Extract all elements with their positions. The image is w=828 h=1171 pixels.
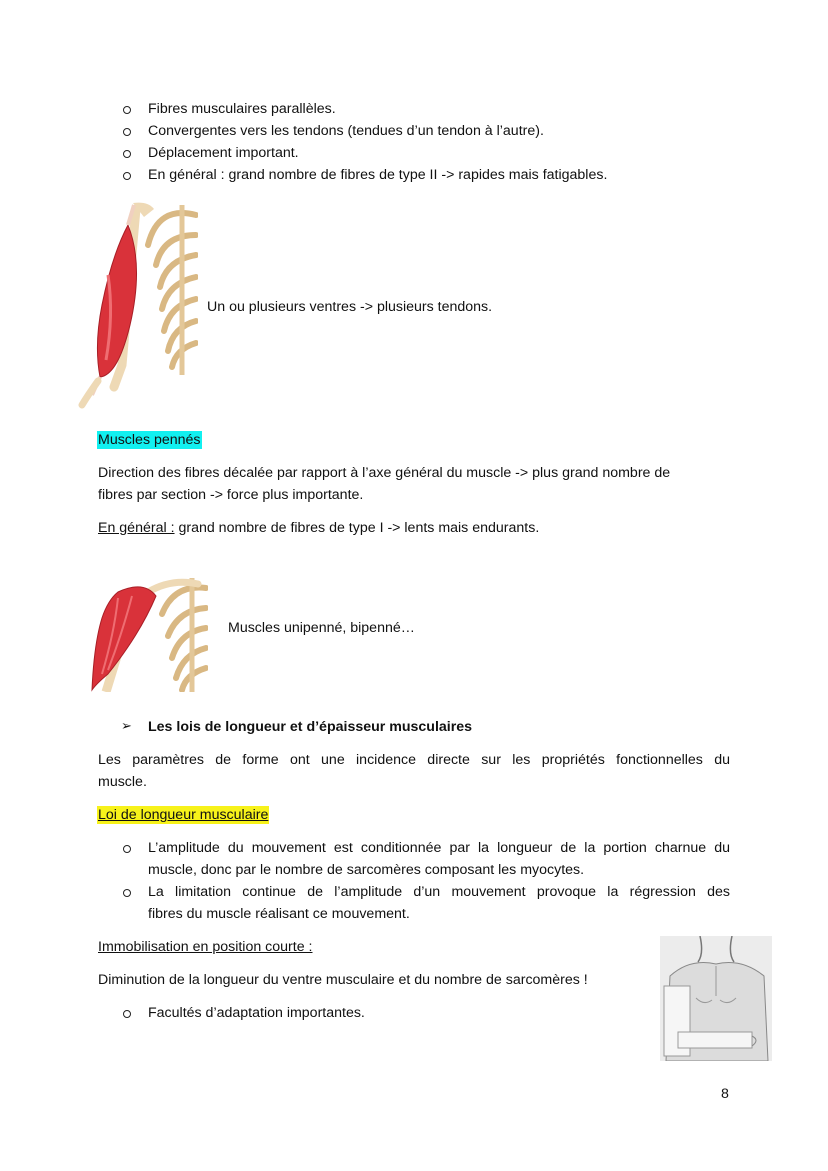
arrow-bullet-icon: ➢ [121, 719, 132, 734]
paragraph-line: Les paramètres de forme ont une incidence directe sur les propriétés fonctionnelles du [98, 752, 730, 768]
highlighted-heading: Muscles pennés [98, 432, 201, 448]
pennate-muscle-illustration [88, 574, 208, 692]
list-item-line: muscle, donc par le nombre de sarcomères composant les myocytes. [148, 862, 585, 878]
highlighted-heading: Loi de longueur musculaire [98, 807, 269, 823]
paragraph-line: fibres par section -> force plus importante. [98, 487, 364, 503]
section-heading [97, 430, 202, 450]
bullet-icon [123, 845, 131, 853]
subheading: Immobilisation en position courte : [98, 939, 313, 955]
paragraph-line: muscle. [98, 774, 147, 790]
list-item-line: fibres du muscle réalisant ce mouvement. [148, 906, 410, 922]
bullet-icon [123, 172, 131, 180]
general-note [98, 518, 539, 538]
list-item: Fibres musculaires parallèles. [148, 101, 336, 117]
figure-caption: Un ou plusieurs ventres -> plusieurs tendons. [207, 299, 493, 315]
immobilization-sketch-illustration [660, 936, 772, 1061]
paragraph-line: Direction des fibres décalée par rapport à l’axe général du muscle -> plus grand nombre de [98, 465, 671, 481]
bullet-icon [123, 106, 131, 114]
bullet-icon [123, 889, 131, 897]
list-item: En général : grand nombre de fibres de type II -> rapides mais fatigables. [148, 167, 608, 183]
list-item-line: La limitation continue de l’amplitude d’un mouvement provoque la régression des [148, 884, 730, 900]
note-text: grand nombre de fibres de type I -> lents mais endurants. [174, 520, 540, 536]
list-item: Facultés d’adaptation importantes. [148, 1005, 365, 1021]
bullet-icon [123, 128, 131, 136]
bullet-icon [123, 150, 131, 158]
bullet-icon [123, 1010, 131, 1018]
fusiform-muscle-illustration [78, 195, 198, 410]
page-number: 8 [721, 1086, 729, 1102]
list-item-line: L’amplitude du mouvement est conditionnée par la longueur de la portion charnue du [148, 840, 730, 856]
underlined-label: En général : [98, 520, 175, 536]
figure-caption: Muscles unipenné, bipenné… [228, 620, 415, 636]
section-title: Les lois de longueur et d’épaisseur musculaires [148, 719, 473, 735]
section-heading [97, 805, 269, 825]
list-item: Déplacement important. [148, 145, 299, 161]
paragraph-line: Diminution de la longueur du ventre musculaire et du nombre de sarcomères ! [98, 972, 588, 988]
list-item: Convergentes vers les tendons (tendues d’un tendon à l’autre). [148, 123, 544, 139]
